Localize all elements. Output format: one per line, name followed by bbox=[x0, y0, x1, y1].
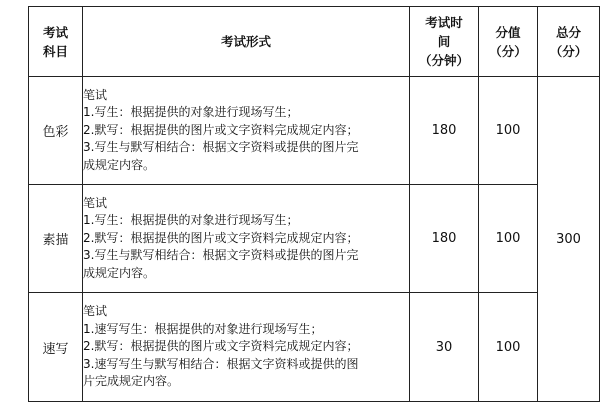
time-cell: 180 bbox=[410, 77, 479, 185]
header-time bbox=[410, 7, 479, 77]
header-time-line: 考试时 bbox=[425, 15, 463, 30]
header-subject-line: 考试 bbox=[42, 24, 68, 40]
header-format-label: 考试形式 bbox=[220, 34, 271, 49]
format-line: 成规定内容。 bbox=[83, 265, 156, 280]
subject-cell: 速写 bbox=[29, 293, 83, 402]
header-format bbox=[83, 7, 410, 77]
header-subject bbox=[29, 7, 83, 77]
table-row bbox=[29, 293, 600, 402]
format-line: 成规定内容。 bbox=[83, 157, 156, 172]
format-line: 笔试 bbox=[83, 304, 108, 319]
format-line: 2.默写：根据提供的图片或文字资料完成规定内容； bbox=[83, 230, 359, 245]
score-cell: 100 bbox=[479, 77, 538, 185]
format-line: 3.速写写生与默写相结合：根据文字资料或提供的图 bbox=[83, 356, 359, 371]
header-subject-line: 科目 bbox=[42, 43, 68, 59]
format-line: 笔试 bbox=[83, 87, 108, 102]
header-total-line: （分） bbox=[549, 43, 588, 59]
score-cell: 100 bbox=[479, 185, 538, 293]
format-line: 3.写生与默写相结合：根据文字资料或提供的图片完 bbox=[83, 140, 359, 155]
total-cell: 300 bbox=[538, 77, 600, 402]
table-row bbox=[29, 185, 600, 293]
format-line: 片完成规定内容。 bbox=[83, 374, 180, 389]
format-line: 笔试 bbox=[83, 195, 108, 210]
time-cell: 30 bbox=[410, 293, 479, 402]
format-line: 1.速写写生：根据提供的对象进行现场写生； bbox=[83, 321, 323, 336]
format-line: 1.写生：根据提供的对象进行现场写生； bbox=[83, 105, 299, 120]
header-score-line: 分值 bbox=[495, 24, 521, 40]
format-line: 3.写生与默写相结合：根据文字资料或提供的图片完 bbox=[83, 248, 359, 263]
subject-cell: 素描 bbox=[29, 185, 83, 293]
header-time-line: （分钟） bbox=[418, 53, 469, 68]
header-total bbox=[538, 7, 600, 77]
format-cell bbox=[83, 77, 410, 185]
format-cell bbox=[83, 185, 410, 293]
score-cell: 100 bbox=[479, 293, 538, 402]
exam-table bbox=[28, 6, 600, 402]
subject-cell: 色彩 bbox=[29, 77, 83, 185]
header-total-line: 总分 bbox=[555, 24, 581, 40]
format-line: 2.默写：根据提供的图片或文字资料完成规定内容； bbox=[83, 122, 359, 137]
header-score bbox=[479, 7, 538, 77]
table-row bbox=[29, 77, 600, 185]
format-line: 1.写生：根据提供的对象进行现场写生； bbox=[83, 213, 299, 228]
time-cell: 180 bbox=[410, 185, 479, 293]
format-line: 2.默写：根据提供的图片或文字资料完成规定内容； bbox=[83, 339, 359, 354]
table-header-row bbox=[29, 7, 600, 77]
header-time-line: 间 bbox=[437, 34, 451, 49]
format-cell bbox=[83, 293, 410, 402]
header-score-line: （分） bbox=[489, 43, 527, 59]
